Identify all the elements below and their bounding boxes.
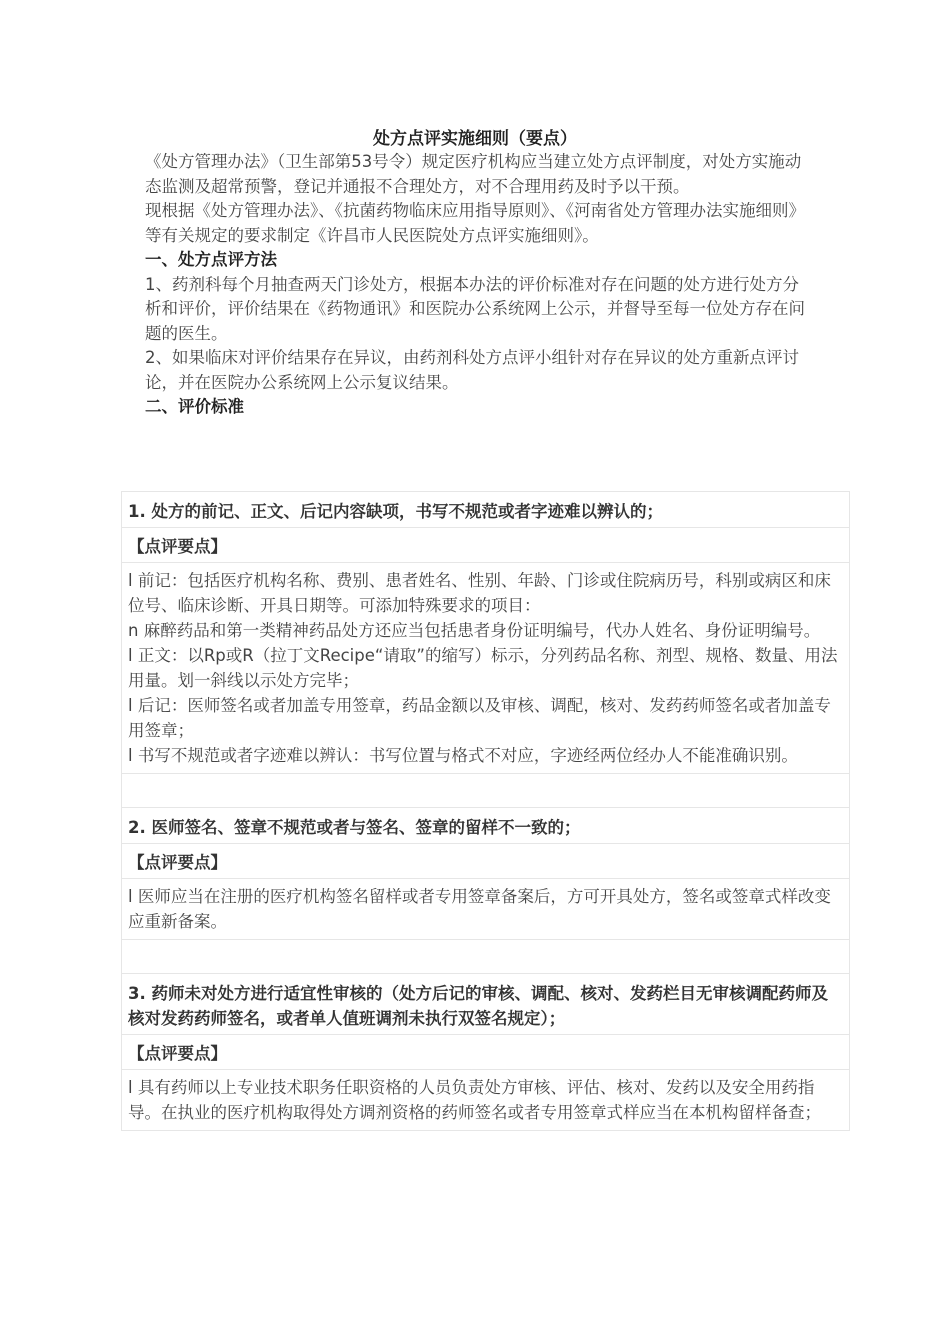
review-points-label: 【点评要点】 — [122, 1035, 849, 1070]
review-points-label: 【点评要点】 — [122, 844, 849, 879]
review-points-body — [122, 563, 849, 774]
criteria-heading: 2. 医师签名、签章不规范或者与签名、签章的留样不一致的； — [122, 808, 849, 844]
bullet-item: l 后记：医师签名或者加盖专用签章，药品金额以及审核、调配，核对、发药药师签名或者加盖专用签章； — [128, 696, 831, 740]
intro-paragraph: 现根据《处方管理办法》、《抗菌药物临床应用指导原则》、《河南省处方管理办法实施细则》等有关规定的要求制定《许昌市人民医院处方点评实施细则》。 — [145, 201, 805, 245]
bullet-item: l 书写不规范或者字迹难以辨认：书写位置与格式不对应，字迹经两位经办人不能准确识别。 — [128, 746, 798, 765]
empty-row — [122, 774, 849, 808]
intro-paragraph: 1、药剂科每个月抽查两天门诊处方，根据本办法的评价标准对存在问题的处方进行处方分析和评价，评价结果在《药物通讯》和医院办公系统网上公示，并督导至每一位处方存在问题的医生。 — [145, 274, 805, 343]
empty-row — [122, 940, 849, 974]
section-heading: 二、评价标准 — [145, 397, 244, 416]
intro-section — [145, 150, 810, 420]
bullet-item: l 正文：以Rp或R（拉丁文Recipe“请取”的缩写）标示，分列药品名称、剂型、规格、数量、用法用量。划一斜线以示处方完毕； — [128, 646, 838, 690]
criteria-heading: 3. 药师未对处方进行适宜性审核的（处方后记的审核、调配、核对、发药栏目无审核调配药师及核对发药药师签名，或者单人值班调剂未执行双签名规定）； — [122, 974, 849, 1035]
section-heading: 一、处方点评方法 — [145, 250, 277, 269]
document-title: 处方点评实施细则（要点） — [373, 129, 577, 149]
bullet-item: l 前记：包括医疗机构名称、费别、患者姓名、性别、年龄、门诊或住院病历号，科别或病区和床位号、临床诊断、开具日期等。可添加特殊要求的项目： — [128, 571, 831, 615]
review-points-body — [122, 879, 849, 940]
criteria-table — [121, 491, 850, 1131]
intro-paragraph: 《处方管理办法》（卫生部第53号令）规定医疗机构应当建立处方点评制度，对处方实施动态监测及超常预警，登记并通报不合理处方，对不合理用药及时予以干预。 — [145, 152, 802, 196]
bullet-item: n 麻醉药品和第一类精神药品处方还应当包括患者身份证明编号，代办人姓名、身份证明编号。 — [128, 621, 821, 640]
bullet-item: l 医师应当在注册的医疗机构签名留样或者专用签章备案后，方可开具处方，签名或签章式样改变应重新备案。 — [128, 887, 831, 931]
review-points-body — [122, 1070, 849, 1130]
criteria-heading: 1. 处方的前记、正文、后记内容缺项，书写不规范或者字迹难以辨认的； — [122, 492, 849, 528]
bullet-item: l 具有药师以上专业技术职务任职资格的人员负责处方审核、评估、核对、发药以及安全用药指导。在执业的医疗机构取得处方调剂资格的药师签名或者专用签章式样应当在本机构留样备查； — [128, 1078, 821, 1122]
intro-paragraph: 2、如果临床对评价结果存在异议，由药剂科处方点评小组针对存在异议的处方重新点评讨论，并在医院办公系统网上公示复议结果。 — [145, 348, 799, 392]
review-points-label: 【点评要点】 — [122, 528, 849, 563]
